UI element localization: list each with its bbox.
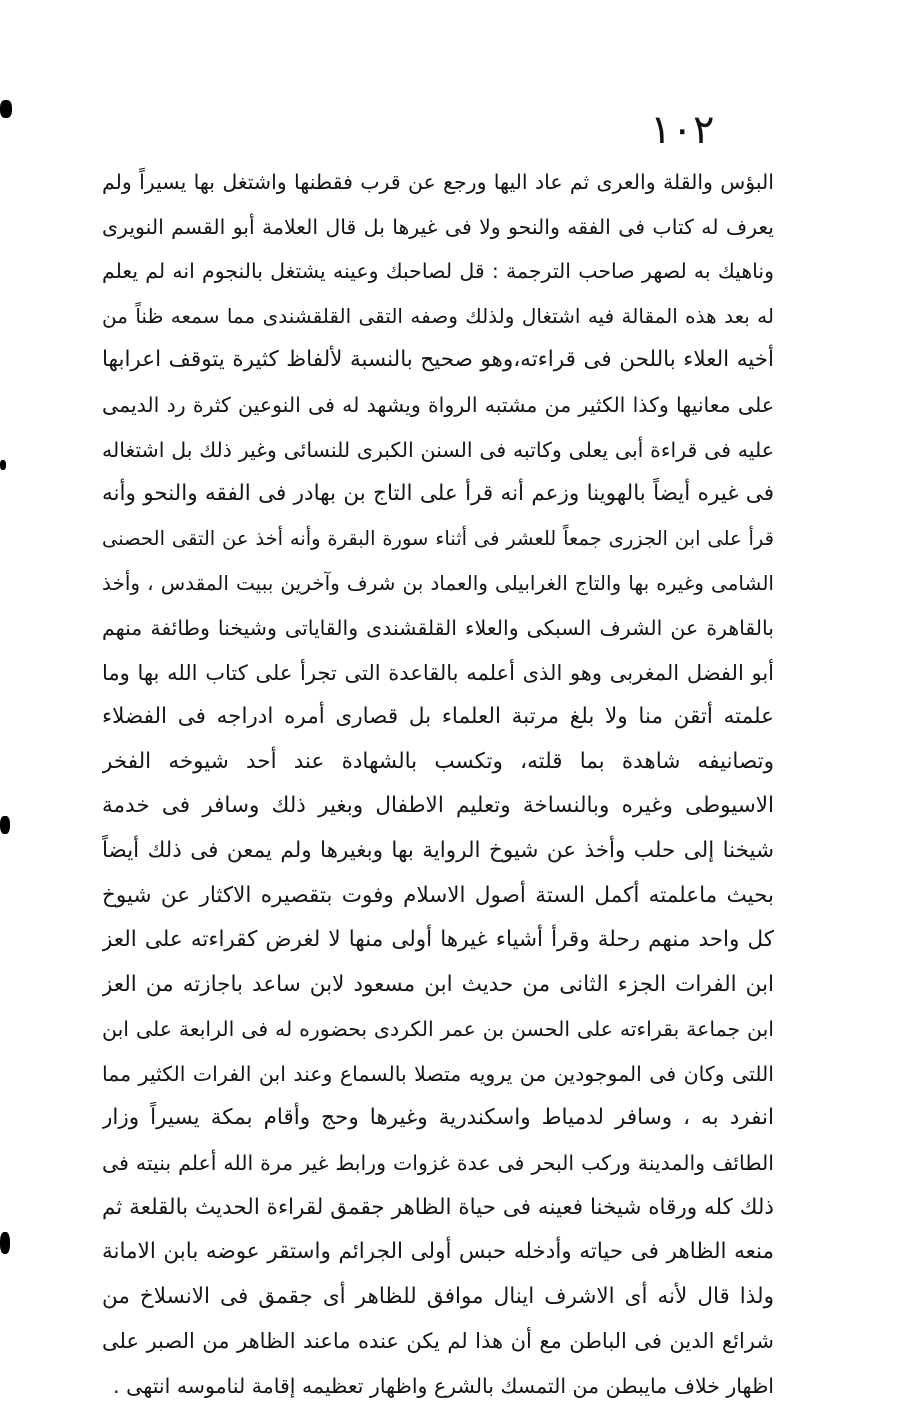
text-line: بالقاهرة عن الشرف السبكى والعلاء القلقشندى والقاياتى وشيخنا وطائفة منهم <box>102 615 774 640</box>
left-margin-mark <box>0 460 6 470</box>
text-line: فى غيره أيضاً بالهوينا وزعم أنه قرأ على التاج بن بهادر فى الفقه والنحو وأنه <box>102 481 774 507</box>
text-line: الاسيوطى وغيره وبالنساخة وتعليم الاطفال وبغير ذلك وسافر فى خدمة <box>102 793 774 819</box>
text-line: وناهيك به لصهر صاحب الترجمة : قل لصاحبك وعينه يشتغل بالنجوم انه لم يعلم <box>102 259 774 284</box>
text-line: كل واحد منهم رحلة وقرأ أشياء غيرها أولى منها لا لغرض كقراءته على العز <box>102 927 774 953</box>
text-line: اظهار خلاف مايبطن من التمسك بالشرع واظهار تعظيمه إقامة لناموسه انتهى . <box>113 1374 774 1399</box>
text-line: اللتى وكان فى الموجودين من يرويه متصلا بالسماع وعند ابن الفرات الكثير مما <box>102 1061 774 1086</box>
text-line: ابن جماعة بقراءته على الحسن بن عمر الكردى بحضوره له فى الرابعة على ابن <box>102 1017 774 1042</box>
text-line: البؤس والقلة والعرى ثم عاد اليها ورجع عن قرب فقطنها واشتغل بها يسيراً ولم <box>102 170 774 194</box>
text-line: شيخنا إلى حلب وأخذ عن شيوخ الرواية بها وبغيرها ولم يمعن فى ذلك أيضاً <box>102 837 774 863</box>
text-line: علمته أتقن منا ولا بلغ مرتبة العلماء بل قصارى أمره ادراجه فى الفضلاء <box>102 704 774 730</box>
text-line: انفرد به ، وسافر لدمياط واسكندرية وغيرها وحج وأقام بمكة يسيراً وزار <box>102 1105 774 1131</box>
text-line: على معانيها وكذا الكثير من مشتبه الرواة ويشهد له فى النوعين كثرة رد الديمى <box>102 392 774 417</box>
text-line: عليه فى قراءة أبى يعلى وكاتبه فى السنن الكبرى للنسائى وغير ذلك بل اشتغاله <box>102 437 774 462</box>
text-line: وتصانيفه شاهدة بما قلته، وتكسب بالشهادة عند أحد شيوخه الفخر <box>102 748 774 774</box>
text-line: بحيث ماعلمته أكمل الستة أصول الاسلام وفوت بتقصيره الاكثار عن شيوخ <box>102 882 774 908</box>
body-text <box>102 160 774 1409</box>
left-margin-mark <box>0 1232 10 1254</box>
page-number: ١٠٢ <box>650 107 715 153</box>
text-line: ذلك كله ورقاه شيخنا فعينه فى حياة الظاهر جقمق لقراءة الحديث بالقلعة ثم <box>102 1194 774 1220</box>
text-line: يعرف له كتاب فى الفقه والنحو ولا فى غيرها بل قال العلامة أبو القسم النويرى <box>102 214 774 239</box>
text-line: ولذا قال لأنه أى الاشرف اينال موافق للظاهر أى جقمق فى الانسلاخ من <box>102 1283 774 1309</box>
text-line: أخيه العلاء باللحن فى قراءته،وهو صحيح بالنسبة لألفاظ كثيرة يتوقف اعرابها <box>102 347 774 373</box>
text-line: أبو الفضل المغربى وهو الذى أعلمه بالقاعدة التى تجرأ على كتاب الله بها وما <box>102 660 774 685</box>
text-line: له بعد هذه المقالة فيه اشتغال ولذلك وصفه التقى القلقشندى مما سمعه ظناً من <box>102 303 774 328</box>
text-line: شرائع الدين فى الباطن مع أن هذا لم يكن عنده ماعند الظاهر من الصبر على <box>102 1329 774 1354</box>
left-margin-mark <box>0 816 10 834</box>
text-line: ابن الفرات الجزء الثانى من حديث ابن مسعود لابن ساعد باجازته من العز <box>102 971 774 997</box>
left-margin-mark <box>0 100 12 118</box>
text-line: قرأ على ابن الجزرى جمعاً للعشر فى أثناء سورة البقرة وأنه أخذ عن التقى الحصنى <box>102 526 774 550</box>
text-line: منعه الظاهر فى حياته وأدخله حبس أولى الجرائم واستقر عوضه بابن الامانة <box>102 1239 774 1265</box>
text-line: الطائف والمدينة وركب البحر فى عدة غزوات ورابط غير مرة الله أعلم بنيته فى <box>102 1151 774 1176</box>
text-line: الشامى وغيره بها والتاج الغرابيلى والعماد بن شرف وآخرين ببيت المقدس ، وأخذ <box>102 571 774 596</box>
